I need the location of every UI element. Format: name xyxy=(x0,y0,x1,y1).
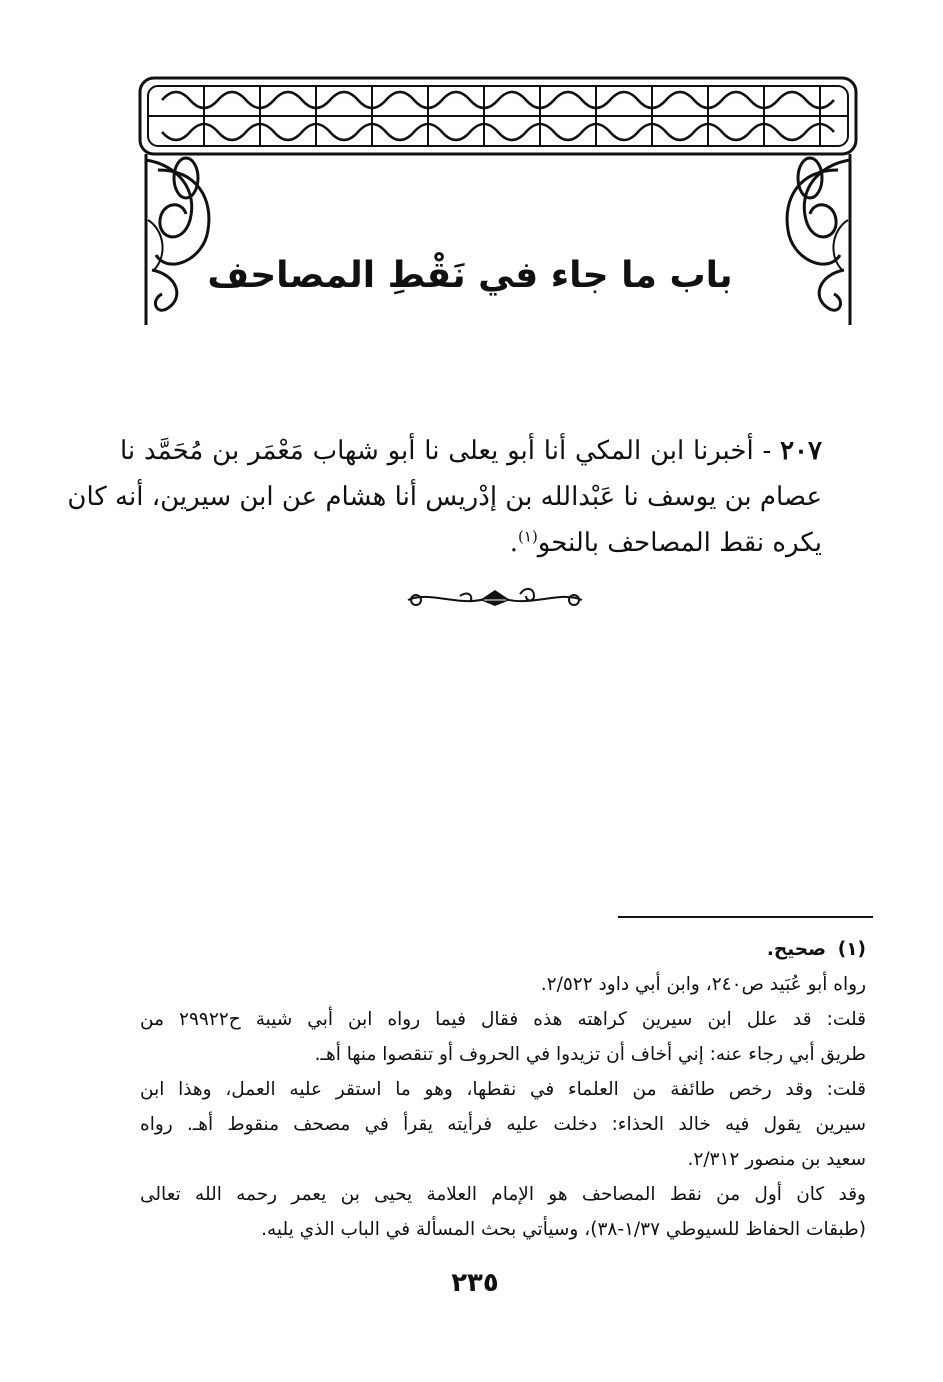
hadith-line-3: يكره نقط المصاحف بالنحو$^{(١)}$. xyxy=(509,527,822,558)
footnote-line-5: سيرين يقول فيه خالد الحذاء: دخلت عليه فرأيته يقرأ في مصحف منقوط أهـ. رواه xyxy=(140,1114,866,1135)
footnote-grade: صحيح. xyxy=(766,939,826,960)
footnote-separator xyxy=(618,916,873,918)
page-number: ٢٣٥ xyxy=(451,1268,499,1298)
footnote-line-3: طريق أبي رجاء عنه: إني أخاف أن تزيدوا في الحروف أو تنقصوا منها أهـ. xyxy=(314,1044,866,1065)
hadith-line-2: عصام بن يوسف نا عَبْدالله بن إدْريس أنا هشام عن ابن سيرين، أنه كان xyxy=(67,482,822,512)
footnote-marker: (١) xyxy=(837,939,866,960)
hadith-text xyxy=(67,428,822,566)
footnote-line-6: سعيد بن منصور ٢/٣١٢. xyxy=(687,1149,866,1170)
footnote-line-2: قلت: قد علل ابن سيرين كراهته هذه فقال فيما رواه ابن أبي شيبة ح٢٩٩٢٢ من xyxy=(140,1009,867,1030)
footnote-line-8: (طبقات الحفاظ للسيوطي ١/٣٧-٣٨)، وسيأتي بحث المسألة في الباب الذي يليه. xyxy=(261,1219,866,1240)
footnote-line-4: قلت: وقد رخص طائفة من العلماء في نقطها، وهو ما استقر عليه العمل، وهذا ابن xyxy=(140,1079,866,1100)
chapter-title: باب ما جاء في نَقْطِ المصاحف xyxy=(207,255,733,296)
ornamental-divider-icon xyxy=(400,582,590,612)
hadith-number: ٢٠٧ xyxy=(780,436,822,466)
hadith-line-1: ٢٠٧ - أخبرنا ابن المكي أنا أبو يعلى نا أبو شهاب مَعْمَر بن مُحَمَّد نا xyxy=(120,436,822,466)
footnote-line-7: وقد كان أول من نقط المصاحف هو الإمام العلامة يحيى بن يعمر رحمه الله تعالى xyxy=(140,1184,866,1205)
footnote-reference[interactable]: (١) xyxy=(518,527,538,546)
footnote-heading-line xyxy=(140,932,866,967)
footnotes-section xyxy=(140,932,866,1247)
footnote-line-1: رواه أبو عُبَيد ص٢٤٠، وابن أبي داود ٢/٥٢٢. xyxy=(540,974,866,995)
